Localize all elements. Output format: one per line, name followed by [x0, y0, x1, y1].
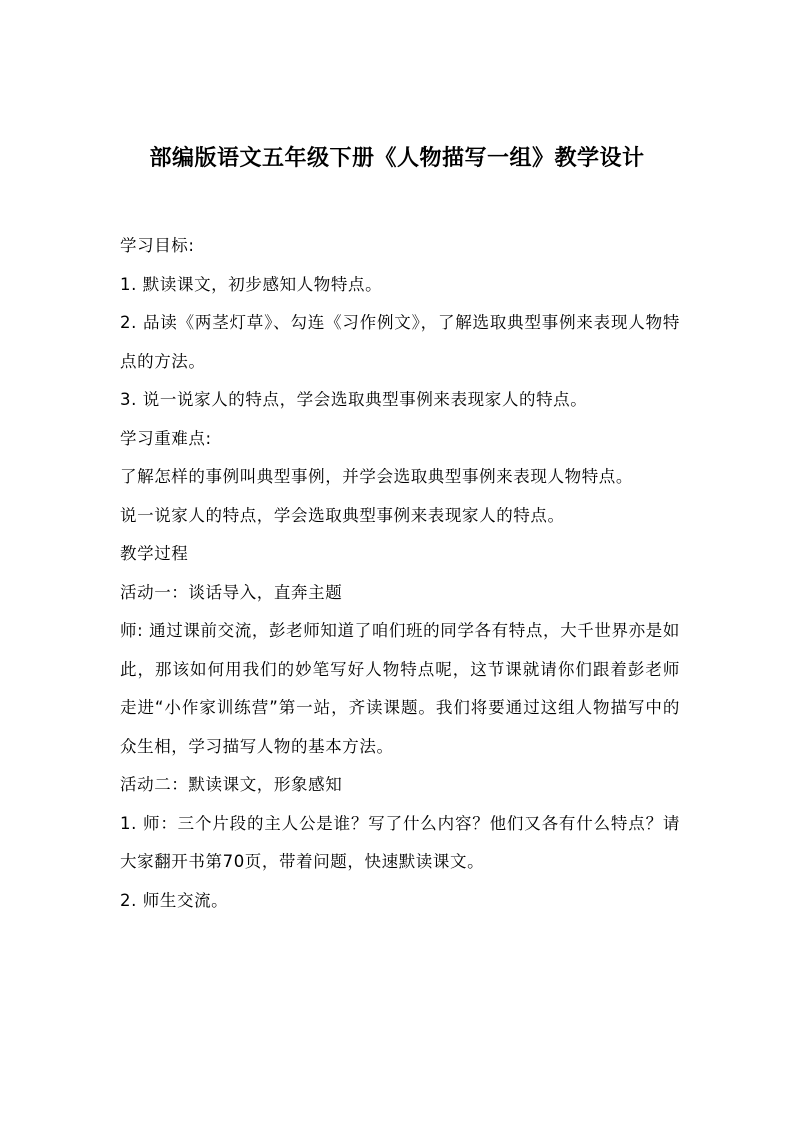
activity-heading-2: 活动二：默读课文，形象感知 — [120, 775, 343, 794]
objective-item-3: 3. 说一说家人的特点，学会选取典型事例来表现家人的特点。 — [120, 390, 588, 409]
document-body — [120, 227, 680, 920]
objective-item-2: 2. 品读《两茎灯草》、勾连《习作例文》，了解选取典型事例来表现人物特点的方法。 — [120, 313, 680, 371]
activity-2-step-1: 1. 师：三个片段的主人公是谁？写了什么内容？他们又各有什么特点？请大家翻开书第70页，带着问题，快速默读课文。 — [120, 813, 680, 871]
section-heading-key-points: 学习重难点: — [120, 428, 212, 448]
section-heading-process: 教学过程 — [120, 544, 189, 563]
key-point-1: 了解怎样的事例叫典型事例，并学会选取典型事例来表现人物特点。 — [120, 467, 633, 486]
key-point-2: 说一说家人的特点，学会选取典型事例来表现家人的特点。 — [120, 505, 565, 525]
activity-heading-1: 活动一：谈话导入，直奔主题 — [120, 582, 343, 602]
activity-2-step-2: 2. 师生交流。 — [120, 890, 229, 910]
document-title: 部编版语文五年级下册《人物描写一组》教学设计 — [149, 145, 645, 171]
activity-1-text: 师: 通过课前交流，彭老师知道了咱们班的同学各有特点，大千世界亦是如此，那该如何用我们的妙笔写好人物特点呢，这节课就请你们跟着彭老师走进“小作家训练营”第一站，齐读课题。我们将要通过这组人物描写中的众生相，学习描写人物的基本方法。 — [120, 621, 680, 756]
objective-item-1: 1. 默读课文，初步感知人物特点。 — [120, 274, 383, 294]
section-heading-objectives: 学习目标: — [120, 236, 195, 255]
